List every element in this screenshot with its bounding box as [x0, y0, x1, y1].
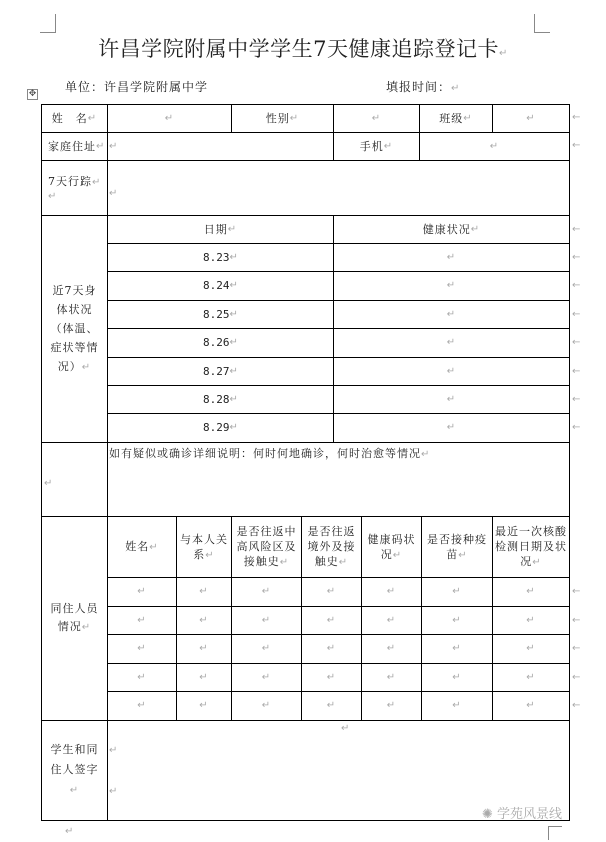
health-section-label: 近7天身体状况（体温、症状等情况）: [50, 284, 99, 373]
paragraph-mark: ↵: [96, 140, 106, 152]
paragraph-mark: ↵: [137, 700, 147, 711]
paragraph-mark: ↵: [446, 422, 457, 433]
cohabitant-header-cell: [177, 517, 231, 577]
health-date: 8.23: [203, 250, 230, 264]
trip-label: 7天行踪: [48, 175, 92, 188]
paragraph-mark: ↵: [446, 280, 457, 291]
health-date-cell: [108, 301, 333, 328]
paragraph-mark: ↵: [386, 586, 397, 597]
paragraph-mark: ↵: [386, 671, 397, 683]
wechat-logo-icon: ✺: [482, 807, 498, 822]
note-label-cell: [42, 443, 107, 516]
paragraph-mark: ↵: [463, 112, 473, 124]
paragraph-mark: ↵: [526, 112, 536, 124]
row-end-mark: ←: [572, 252, 581, 263]
page-title: [0, 33, 606, 63]
status-header: 健康状况: [422, 222, 471, 236]
paragraph-mark: ↵: [44, 478, 53, 489]
paragraph-mark: ↵: [451, 83, 461, 94]
paragraph-mark: ↵: [446, 308, 457, 320]
health-date: 8.26: [203, 336, 230, 349]
paragraph-mark: ↵: [452, 671, 462, 683]
row-end-mark: ←: [572, 586, 581, 597]
row-end-mark: ←: [572, 700, 581, 711]
cohabitant-header: 最近一次核酸检测日期及状况: [495, 525, 567, 568]
row-end-mark: ←: [572, 615, 581, 626]
paragraph-mark: ↵: [446, 251, 457, 263]
paragraph-mark: ↵: [164, 112, 175, 124]
health-date-cell: [108, 386, 333, 413]
paragraph-mark: ↵: [229, 337, 238, 348]
row-end-mark: ←: [572, 280, 581, 291]
cohabitant-cell[interactable]: [493, 664, 569, 691]
fill-time-text: 填报时间：: [386, 80, 452, 94]
date-header: 日期: [203, 222, 228, 236]
gender-label: 性别: [265, 111, 290, 125]
health-section-label-cell: [42, 216, 107, 442]
paragraph-mark: ↵: [229, 393, 238, 405]
cohabitant-cell[interactable]: [108, 692, 176, 720]
health-status-cell[interactable]: [334, 272, 569, 300]
paragraph-mark: ↵: [526, 643, 536, 654]
health-status-cell[interactable]: [334, 301, 569, 328]
page-corner-mark: [534, 14, 550, 33]
cohabitant-cell[interactable]: [362, 664, 421, 691]
paragraph-mark: ↵: [452, 700, 462, 711]
paragraph-mark: ↵: [199, 671, 209, 683]
health-date-cell: [108, 244, 333, 271]
paragraph-mark: ↵: [137, 586, 147, 597]
health-status-cell[interactable]: [334, 414, 569, 442]
paragraph-mark: ↵: [289, 112, 300, 124]
row-end-mark: ←: [572, 224, 581, 235]
paragraph-mark: ↵: [452, 614, 462, 626]
trip-input-cell[interactable]: [108, 161, 569, 215]
paragraph-mark: ↵: [421, 449, 431, 460]
cohabitant-header: 姓名: [125, 540, 150, 553]
signature-label: 学生和同住人签字: [50, 743, 99, 776]
row-end-mark: ←: [572, 672, 581, 683]
date-header-cell: [108, 216, 333, 243]
paragraph-mark: ↵: [326, 671, 337, 683]
paragraph-mark: ↵: [446, 337, 457, 348]
paragraph-mark: ↵: [326, 643, 337, 654]
paragraph-mark: ↵: [452, 586, 462, 597]
cohabitant-cell[interactable]: [422, 635, 492, 663]
paragraph-mark: ↵: [81, 362, 92, 373]
address-label: 家庭住址: [48, 139, 96, 153]
health-date-cell: [108, 358, 333, 385]
paragraph-mark: ↵: [229, 365, 238, 377]
paragraph-mark: ↵: [109, 745, 118, 756]
cohabitant-cell[interactable]: [108, 664, 176, 691]
cohabitant-cell[interactable]: [232, 607, 301, 634]
paragraph-mark: ↵: [81, 622, 92, 633]
trip-label-cell: [42, 161, 107, 215]
row-end-mark: ←: [572, 422, 581, 433]
paragraph-mark: ↵: [261, 614, 272, 626]
cohabitants-section-label: 同住人员情况: [50, 602, 99, 633]
paragraph-mark: ↵: [526, 586, 536, 597]
cohabitant-cell[interactable]: [232, 578, 301, 606]
paragraph-mark: ↵: [205, 549, 215, 561]
paragraph-mark: ↵: [470, 223, 481, 235]
paragraph-mark: ↵: [149, 542, 159, 553]
page-corner-mark: [548, 826, 562, 840]
address-label-cell: [42, 133, 107, 160]
health-date-cell: [108, 414, 333, 442]
cohabitant-header: 是否接种疫苗: [427, 532, 487, 561]
paragraph-mark: ↵: [326, 614, 337, 626]
cohabitant-cell[interactable]: [302, 664, 361, 691]
cohabitant-cell[interactable]: [302, 578, 361, 606]
paragraph-mark: ↵: [386, 700, 397, 711]
cohabitant-cell[interactable]: [232, 664, 301, 691]
health-date: 8.29: [203, 421, 230, 434]
cohabitant-cell[interactable]: [302, 635, 361, 663]
paragraph-mark: ↵: [199, 614, 209, 626]
cohabitant-cell[interactable]: [493, 607, 569, 634]
table-border-line: [569, 104, 570, 821]
paragraph-mark: ↵: [229, 280, 238, 291]
health-date-cell: [108, 329, 333, 357]
row-end-mark: ←: [572, 112, 581, 123]
paragraph-mark: ↵: [326, 586, 337, 597]
health-status-cell[interactable]: [334, 386, 569, 413]
cohabitant-cell[interactable]: [177, 635, 231, 663]
health-status-cell[interactable]: [334, 358, 569, 385]
cohabitant-header-cell: [302, 517, 361, 577]
name-label-cell: [42, 105, 107, 132]
note-text: 如有疑似或确诊详细说明：何时何地确诊，何时治愈等情况: [109, 447, 421, 460]
cohabitant-cell[interactable]: [422, 664, 492, 691]
paragraph-mark: ↵: [199, 586, 209, 597]
row-end-mark: ←: [572, 366, 581, 377]
gender-label-cell: [232, 105, 333, 132]
phone-label-cell: [334, 133, 419, 160]
paragraph-mark: ↵: [392, 549, 403, 561]
note-input-cell[interactable]: [108, 443, 569, 516]
cohabitant-cell[interactable]: [177, 607, 231, 634]
paragraph-mark: ↵: [452, 643, 462, 654]
paragraph-mark: ↵: [532, 557, 542, 568]
paragraph-mark: ↵: [446, 393, 457, 405]
paragraph-mark: ↵: [199, 643, 209, 654]
class-input-cell[interactable]: [493, 105, 569, 132]
paragraph-mark: ↵: [48, 191, 58, 202]
cohabitant-cell[interactable]: [493, 692, 569, 720]
paragraph-mark: ↵: [87, 112, 98, 124]
cohabitant-cell[interactable]: [493, 635, 569, 663]
paragraph-mark: ↵: [383, 140, 394, 152]
paragraph-mark: ↵: [279, 557, 290, 568]
paragraph-mark: ↵: [338, 557, 349, 568]
paragraph-mark: ↵: [261, 671, 272, 683]
paragraph-mark: ↵: [526, 671, 536, 683]
paragraph-mark: ↵: [137, 643, 147, 654]
paragraph-mark: ↵: [229, 422, 238, 433]
paragraph-mark: ↵: [227, 223, 238, 235]
name-label: 姓 名: [51, 111, 88, 125]
health-status-cell[interactable]: [334, 329, 569, 357]
cohabitant-header: 是否往返境外及接触史: [307, 525, 356, 568]
paragraph-mark: ↵: [498, 48, 508, 59]
paragraph-mark: ↵: [446, 365, 457, 377]
class-label-cell: [420, 105, 492, 132]
paragraph-mark: ↵: [458, 549, 468, 561]
cohabitants-section-label-cell: [42, 517, 107, 720]
paragraph-mark: ↵: [261, 700, 272, 711]
cohabitant-cell[interactable]: [108, 607, 176, 634]
row-end-mark: ←: [572, 337, 581, 348]
paragraph-mark: ↵: [109, 188, 118, 199]
paragraph-mark: ↵: [386, 643, 397, 654]
title-text: 许昌学院附属中学学生7天健康追踪登记卡: [98, 37, 499, 61]
cohabitant-cell[interactable]: [422, 692, 492, 720]
paragraph-mark: ↵: [137, 614, 147, 626]
cohabitant-cell[interactable]: [422, 578, 492, 606]
health-date-cell: [108, 272, 333, 300]
paragraph-mark: ↵: [489, 140, 500, 152]
row-end-mark: ←: [572, 140, 581, 151]
watermark-text: 学苑风景线: [497, 807, 563, 822]
cohabitant-cell[interactable]: [108, 635, 176, 663]
status-header-cell: [334, 216, 569, 243]
cohabitant-cell[interactable]: [302, 692, 361, 720]
cohabitant-cell[interactable]: [493, 578, 569, 606]
health-status-cell[interactable]: [334, 244, 569, 271]
paragraph-mark: ↵: [199, 700, 209, 711]
paragraph-mark: ↵: [229, 308, 238, 320]
row-end-mark: ←: [572, 643, 581, 654]
class-label: 班级: [439, 111, 464, 125]
paragraph-mark: ↵: [109, 140, 119, 152]
phone-label: 手机: [359, 139, 384, 153]
cohabitant-cell[interactable]: [232, 692, 301, 720]
paragraph-mark: ↵: [261, 643, 272, 654]
paragraph-mark: ↵: [386, 614, 397, 626]
phone-input-cell[interactable]: [420, 133, 569, 160]
paragraph-mark: ↵: [371, 112, 382, 124]
health-date: 8.25: [203, 307, 230, 321]
paragraph-mark: ↵: [326, 700, 337, 711]
health-date: 8.24: [203, 279, 230, 292]
paragraph-mark: ↵: [526, 614, 536, 626]
cohabitant-cell[interactable]: [362, 607, 421, 634]
row-end-mark: ←: [572, 394, 581, 405]
address-input-cell[interactable]: [108, 133, 333, 160]
cohabitant-header: 与本人关系: [180, 532, 228, 561]
cohabitant-header-cell: [232, 517, 301, 577]
cohabitant-cell[interactable]: [422, 607, 492, 634]
cohabitant-cell[interactable]: [108, 578, 176, 606]
name-input-cell[interactable]: [108, 105, 231, 132]
paragraph-mark: ↵: [526, 700, 536, 711]
paragraph-mark: ↵: [69, 785, 80, 796]
cohabitant-cell[interactable]: [362, 578, 421, 606]
table-move-handle-icon[interactable]: ✥: [28, 89, 37, 99]
paragraph-mark: ↵: [92, 177, 102, 188]
row-end-mark: ←: [572, 309, 581, 320]
cohabitant-cell[interactable]: [362, 635, 421, 663]
cohabitant-cell[interactable]: [232, 635, 301, 663]
health-date: 8.28: [203, 392, 230, 406]
cohabitant-header-cell: [493, 517, 569, 577]
cohabitant-header: 是否往返中高风险区及接触史: [236, 525, 297, 568]
gender-input-cell[interactable]: [334, 105, 419, 132]
paragraph-mark: ↵: [137, 671, 147, 683]
cohabitant-header: 健康码状况: [367, 532, 416, 561]
paragraph-mark: ↵: [109, 786, 118, 797]
cohabitant-cell[interactable]: [177, 578, 231, 606]
page-corner-mark: [40, 14, 56, 33]
fill-time-label: [386, 78, 460, 95]
signature-label-cell: [42, 721, 107, 820]
paragraph-mark: ↵: [229, 251, 238, 263]
paragraph-mark: ↵: [261, 586, 272, 597]
watermark: [482, 803, 562, 822]
cohabitant-header-cell: [362, 517, 421, 577]
cohabitant-cell[interactable]: [177, 664, 231, 691]
cohabitant-cell[interactable]: [302, 607, 361, 634]
cohabitant-header-cell: [108, 517, 176, 577]
paragraph-mark: ↵: [341, 723, 350, 734]
unit-label: 单位：许昌学院附属中学: [65, 80, 209, 94]
cohabitant-cell[interactable]: [362, 692, 421, 720]
health-date: 8.27: [203, 364, 230, 378]
paragraph-mark: ↵: [65, 826, 74, 837]
cohabitant-cell[interactable]: [177, 692, 231, 720]
cohabitant-header-cell: [422, 517, 492, 577]
